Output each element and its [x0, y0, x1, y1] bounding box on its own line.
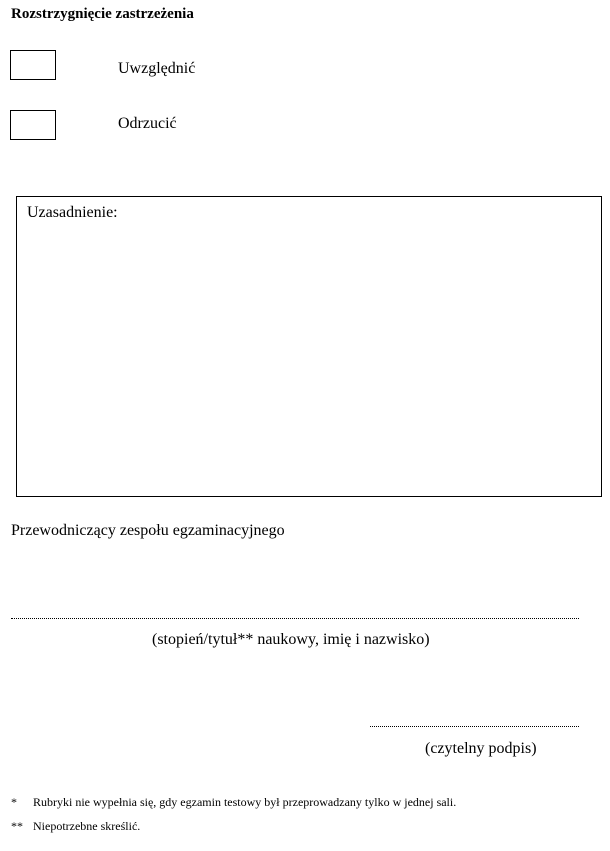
accept-option-label: Uwzględnić: [118, 60, 196, 77]
form-title: Rozstrzygnięcie zastrzeżenia: [11, 6, 194, 22]
footnote-1-mark: *: [11, 795, 17, 809]
chair-name-field[interactable]: [11, 611, 579, 619]
signature-caption: (czytelny podpis): [425, 740, 537, 757]
footnote-2: [11, 819, 140, 834]
reject-option-label: Odrzucić: [118, 115, 177, 132]
footnote-2-text: Niepotrzebne skreślić.: [33, 819, 141, 833]
chair-name-caption: (stopień/tytuł** naukowy, imię i nazwisko): [152, 631, 430, 648]
justification-field[interactable]: [17, 229, 601, 496]
footnote-1-text: Rubryki nie wypełnia się, gdy egzamin testowy był przeprowadzany tylko w jednej sali.: [33, 795, 457, 809]
reject-checkbox[interactable]: [10, 110, 56, 140]
signature-field[interactable]: [370, 719, 579, 727]
footnote-1: [11, 795, 456, 810]
justification-box: [16, 196, 602, 497]
justification-label: Uzasadnienie:: [27, 204, 118, 221]
chair-label: Przewodniczący zespołu egzaminacyjnego: [11, 522, 285, 539]
accept-checkbox[interactable]: [10, 50, 56, 80]
footnote-2-mark: **: [11, 819, 23, 833]
